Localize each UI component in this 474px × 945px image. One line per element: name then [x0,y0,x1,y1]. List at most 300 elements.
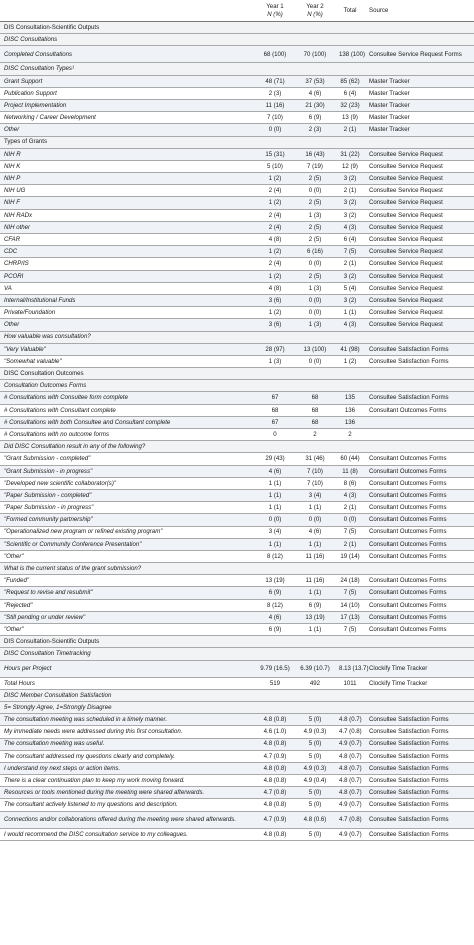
year1-value: 67 [255,416,295,428]
year2-value: 0 (0) [308,309,322,317]
table-row [0,87,474,99]
year2-value: 7 (19) [307,162,323,170]
year2-value: 13 (100) [295,343,335,355]
year2-value: 0 (0) [295,294,335,306]
table-row [0,587,474,599]
table-row [0,489,474,501]
section-row [0,331,474,343]
year2-value: 4.9 (0.3) [303,728,327,736]
row-label: My immediate needs were addressed during this first consultation. [4,728,183,736]
year1-value: 4.7 (0.9) [255,811,295,828]
year1-value: 4.7 (0.8) [255,787,295,799]
table-row [0,294,474,306]
year1-value: 4.8 (0.8) [255,714,295,726]
source-value: Consultee Service Request [365,319,474,331]
total-value: 1011 [343,679,357,687]
total-value: 4.7 (0.8) [339,728,362,736]
table-row [0,246,474,258]
row-label: Other [0,319,255,331]
year1-value: 1 (2) [255,197,295,209]
row-label: NIH other [0,221,255,233]
table-row [0,392,474,404]
year2-value: 2 (5) [295,173,335,185]
year1-value: 67 [255,392,295,404]
section-row [0,22,474,34]
row-label: NIH RADx [4,211,33,219]
total-value: 17 (13) [335,611,365,623]
source-value: Consultant Outcomes Forms [369,601,447,609]
section-row [0,701,474,713]
table-row [0,762,474,774]
row-label: "Request to revise and resubmit" [0,587,255,599]
year2-value: 6 (9) [308,601,322,609]
year2-value: 16 (43) [295,148,335,160]
year2-value: 6.39 (10.7) [295,660,335,677]
section-row [0,636,474,648]
table-row [0,160,474,172]
table-row [0,185,474,197]
year2-value: 1 (1) [295,538,335,550]
row-label: "Formed community partnership" [0,514,255,526]
section-label: What is the current status of the grant submission? [0,563,474,575]
row-label: # Consultations with no outcome forms [4,430,109,438]
total-value: 4.8 (0.7) [335,787,365,799]
total-value: 4.8 (0.7) [335,714,365,726]
year1-value: 4.8 (0.8) [263,777,287,784]
year1-value: 4.8 (0.8) [263,830,287,838]
total-value: 3 (2) [343,211,357,219]
year1-value: 1 (1) [255,538,295,550]
table-row [0,477,474,489]
year2-value: 5 (0) [295,738,335,750]
source-value: Consultant Outcomes Forms [369,455,447,463]
source-value: Consultant Outcomes Forms [369,479,447,487]
year1-value: 1 (2) [268,309,282,317]
year2-value: 2 (3) [295,124,335,136]
row-label: "Scientific or Community Conference Presentation" [0,538,255,550]
year2-value: 0 (0) [308,260,322,268]
source-value: Consultee Service Request [365,197,474,209]
total-value: 135 [335,392,365,404]
year1-value: 0 (0) [255,124,295,136]
section-label: Types of Grants [0,136,474,148]
row-label: NIH P [0,173,255,185]
year2-value: 7 (10) [307,479,323,487]
year2-value: 0 (0) [308,357,322,365]
row-label: # Consultations with both Consultee and Consultant complete [0,416,255,428]
year1-value: 3 (4) [268,528,282,536]
source-value [365,416,474,428]
year2-value: 68 [295,392,335,404]
source-value: Consultee Service Request [369,162,443,170]
source-value: Consultee Service Request [369,309,443,317]
row-label: Networking / Career Development [4,114,96,122]
year2-value: 2 (5) [295,221,335,233]
table-row [0,550,474,562]
total-value: 4.7 (0.8) [335,811,365,828]
table-row [0,319,474,331]
year1-value: 4.7 (0.9) [263,752,287,760]
total-value: 2 (1) [343,187,357,195]
table-row [0,148,474,160]
total-value: 4.8 (0.7) [339,777,362,784]
row-label: "Grant Submission - in progress" [0,465,255,477]
source-value: Consultee Satisfaction Forms [365,811,474,828]
total-value: 8 (6) [343,479,357,487]
source-value: Consultee Service Request [369,211,443,219]
total-value: 7 (5) [335,587,365,599]
source-value: Consultant Outcomes Forms [365,587,474,599]
source-value: Master Tracker [365,99,474,111]
source-value [365,429,474,441]
table-row [0,660,474,677]
row-label: "Somewhat valuable" [4,357,62,365]
year2-value: 5 (0) [295,714,335,726]
total-value: 14 (10) [340,601,360,609]
year2-value: 2 (5) [308,235,322,243]
source-value: Consultee Satisfaction Forms [369,830,449,838]
year2-value: 1 (1) [308,504,322,512]
row-label: Project Implementation [0,99,255,111]
year2-value: 1 (3) [308,284,322,292]
source-value: Consultee Satisfaction Forms [365,392,474,404]
year1-value: 1 (2) [255,246,295,258]
table-row [0,429,474,441]
table-row [0,453,474,465]
row-label: "Very Valuable" [0,343,255,355]
year1-value: 0 [273,430,277,438]
year2-value: 4.9 (0.4) [303,777,327,784]
total-value: 3 (2) [335,294,365,306]
row-label: "Other" [4,625,24,633]
source-value: Consultee Service Request [369,260,443,268]
row-label: "Operationalized new program or refined existing program" [4,528,163,536]
header-total: Total [335,0,365,22]
source-value: Consultee Service Request [365,294,474,306]
row-label: Resources or tools mentioned during the meeting were shared afterwards. [0,787,255,799]
row-label: Completed Consultations [0,46,255,63]
section-label: 5= Strongly Agree, 1=Strongly Disagree [0,701,474,713]
source-value: Consultee Service Request [365,173,474,185]
table-row [0,99,474,111]
year2-value: 31 (46) [305,455,325,463]
section-row [0,368,474,380]
year1-value: 1 (1) [268,504,282,512]
year1-value: 3 (6) [255,319,295,331]
source-value: Consultee Service Request [365,270,474,282]
source-value: Consultee Service Request [369,284,443,292]
total-value: 0 (0) [335,514,365,526]
table-row [0,787,474,799]
row-label: Other [0,124,255,136]
total-value: 4.9 (0.7) [335,738,365,750]
header-year2-sub: N (%) [307,10,323,18]
table-row [0,270,474,282]
total-value: 4 (3) [335,489,365,501]
year1-value: 4 (8) [268,284,282,292]
source-value: Clockify Time Tracker [369,679,428,687]
total-value: 32 (23) [335,99,365,111]
total-value: 3 (2) [335,270,365,282]
header-year1-sub: N (%) [267,10,283,18]
row-label: PCORI [0,270,255,282]
row-label: "Grant Submission - completed" [4,455,91,463]
header-row [0,0,474,22]
source-value: Consultee Satisfaction Forms [369,728,449,736]
source-value: Consultant Outcomes Forms [365,538,474,550]
row-label: The consultation meeting was scheduled in a timely manner. [0,714,255,726]
total-value: 2 (1) [343,260,357,268]
year1-value: 1 (3) [268,357,282,365]
row-label: "Developed new scientific collaborator(s)" [4,479,117,487]
source-value: Consultee Satisfaction Forms [369,801,449,809]
section-label: Consultation Outcomes Forms [0,380,474,392]
source-value: Consultant Outcomes Forms [369,406,447,414]
row-label: Internal/Institutional Funds [0,294,255,306]
year1-value: 4.6 (1.0) [263,728,287,736]
section-label: How valuable was consultation? [0,331,474,343]
year2-value: 5 (0) [308,830,322,838]
source-value: Consultee Satisfaction Forms [365,787,474,799]
year2-value: 1 (3) [308,211,322,219]
row-label: Hours per Project [0,660,255,677]
source-value: Consultee Service Request [365,246,474,258]
total-value: 19 (14) [340,552,360,560]
section-label: DISC Consultation Types¹ [0,63,474,75]
year2-value: 5 (0) [308,752,322,760]
table-row [0,799,474,811]
source-value: Consultee Satisfaction Forms [369,752,449,760]
total-value: 6 (4) [343,235,357,243]
source-value: Clockify Time Tracker [365,660,474,677]
year2-value: 6 (9) [308,114,322,122]
source-value: Consultee Satisfaction Forms [369,777,449,784]
row-label: "Funded" [4,577,29,585]
row-label: Total Hours [4,679,35,687]
total-value: 13 (9) [342,114,358,122]
table-row [0,538,474,550]
table-row [0,404,474,416]
table-row [0,502,474,514]
year1-value: 4 (6) [255,465,295,477]
year1-value: 13 (19) [265,577,285,585]
year1-value: 28 (97) [255,343,295,355]
year1-value: 48 (71) [255,75,295,87]
header-year2-title: Year 2 [306,3,324,11]
year2-value: 2 (5) [295,197,335,209]
section-label: DISC Consultation Timetracking [0,648,474,660]
total-value: 2 (1) [343,504,357,512]
year2-value: 11 (16) [305,577,325,585]
section-label: DISC Consultations [0,34,474,46]
header-year1-title: Year 1 [266,3,284,11]
year1-value: 0 (0) [255,514,295,526]
year1-value: 4 (6) [255,611,295,623]
total-value: 4 (3) [335,319,365,331]
row-label: NIH R [0,148,255,160]
total-value: 3 (2) [335,173,365,185]
section-row [0,34,474,46]
table-row [0,221,474,233]
source-value: Consultee Service Request [365,148,474,160]
section-label: Did DISC Consultation result in any of the following? [0,441,474,453]
source-value: Master Tracker [365,75,474,87]
table-row [0,355,474,367]
year2-value: 4 (6) [308,89,322,97]
source-value: Consultant Outcomes Forms [369,552,447,560]
row-label: There is a clear continuation plan to keep my work moving forward. [4,777,185,784]
year1-value: 1 (2) [255,173,295,185]
year2-value: 0 (0) [308,187,322,195]
row-label: NIH F [0,197,255,209]
year1-value: 2 (4) [255,221,295,233]
source-value: Consultee Satisfaction Forms [365,762,474,774]
table-row [0,611,474,623]
total-value: 1 (2) [343,357,357,365]
total-value: 2 (1) [335,124,365,136]
table-row [0,677,474,689]
section-row [0,648,474,660]
table-row [0,282,474,294]
total-value: 60 (44) [340,455,360,463]
year1-value: 9.79 (16.5) [255,660,295,677]
year1-value: 1 (1) [255,489,295,501]
source-value: Consultant Outcomes Forms [369,625,447,633]
source-value: Master Tracker [365,124,474,136]
row-label: CFAR [4,235,21,243]
row-label: Publication Support [4,89,57,97]
total-value: 4.9 (0.7) [339,830,362,838]
total-value: 136 [344,406,356,414]
source-value: Consultee Satisfaction Forms [365,738,474,750]
total-value: 31 (22) [335,148,365,160]
year1-value: 2 (3) [268,89,282,97]
year2-value: 6 (16) [295,246,335,258]
total-value: 7 (5) [335,246,365,258]
year2-value: 21 (30) [295,99,335,111]
table-row [0,124,474,136]
row-label: CHRP/IS [4,260,29,268]
row-label: # Consultations with Consultee form complete [0,392,255,404]
source-value: Consultee Satisfaction Forms [365,343,474,355]
table-row [0,575,474,587]
table-row [0,726,474,738]
header-source: Source [365,0,474,22]
table-row [0,343,474,355]
table-row [0,75,474,87]
row-label: # Consultations with Consultant complete [4,406,116,414]
year2-value: 2 (5) [295,270,335,282]
year2-value: 68 [295,416,335,428]
table-row [0,209,474,221]
source-value: Consultant Outcomes Forms [365,514,474,526]
year1-value: 2 (4) [268,260,282,268]
year2-value: 5 (0) [295,787,335,799]
total-value: 4.8 (0.7) [335,762,365,774]
year1-value: 68 (100) [255,46,295,63]
year2-value: 4 (6) [308,528,322,536]
source-value: Consultant Outcomes Forms [369,528,447,536]
year1-value: 1 (1) [268,479,282,487]
source-value: Consultee Service Request [365,221,474,233]
total-value: 12 (9) [342,162,358,170]
year1-value: 519 [269,679,281,687]
table-row [0,514,474,526]
year2-value: 4.8 (0.6) [295,811,335,828]
total-value: 2 (1) [335,538,365,550]
total-value: 4.9 (0.7) [339,801,362,809]
year2-value: 70 (100) [295,46,335,63]
row-label: NIH K [4,162,21,170]
table-row [0,750,474,762]
total-value: 41 (98) [335,343,365,355]
row-label: CDC [0,246,255,258]
source-value: Consultee Satisfaction Forms [369,357,449,365]
source-value: Master Tracker [369,89,410,97]
header-label [0,0,255,22]
table-row [0,416,474,428]
year1-value: 7 (10) [267,114,283,122]
row-label: "Paper Submission - completed" [0,489,255,501]
table-row [0,234,474,246]
year2-value: 5 (0) [308,801,322,809]
row-label: The consultant actively listened to my questions and description. [4,801,178,809]
total-value: 138 (100) [335,46,365,63]
total-value: 8.13 (13.7) [335,660,365,677]
table-row [0,828,474,840]
total-value: 5 (4) [343,284,357,292]
year1-value: 4.8 (0.8) [263,801,287,809]
table-row [0,624,474,636]
year1-value: 6 (9) [255,587,295,599]
total-value: 6 (4) [343,89,357,97]
source-value: Consultant Outcomes Forms [365,465,474,477]
section-row [0,136,474,148]
total-value: 2 [348,430,352,438]
row-label: Grant Support [0,75,255,87]
year2-value: 1 (1) [308,625,322,633]
year1-value: 8 (12) [267,552,283,560]
source-value: Consultee Service Request [369,235,443,243]
row-label: I would recommend the DISC consultation service to my colleagues. [4,830,188,838]
source-value: Consultant Outcomes Forms [369,504,447,512]
table-row [0,258,474,270]
source-value: Consultee Satisfaction Forms [365,714,474,726]
row-label: NIH UG [4,187,26,195]
row-label: The consultation meeting was useful. [0,738,255,750]
source-value: Consultant Outcomes Forms [369,577,447,585]
source-value: Consultee Service Request [369,187,443,195]
section-row [0,563,474,575]
year1-value: 2 (4) [268,211,282,219]
header-year2 [295,0,335,22]
table-row [0,526,474,538]
table-row [0,46,474,63]
source-value: Consultant Outcomes Forms [365,489,474,501]
year2-value: 2 [313,430,317,438]
source-value: Consultant Outcomes Forms [365,611,474,623]
year2-value: 0 (0) [295,514,335,526]
table-row [0,599,474,611]
year2-value: 1 (3) [295,319,335,331]
total-value: 7 (5) [343,625,357,633]
row-label: "Paper Submission - in progress" [4,504,94,512]
year1-value: 68 [271,406,279,414]
section-label: DISC Consultation Outcomes [0,368,474,380]
table-row [0,775,474,787]
year1-value: 4 (8) [268,235,282,243]
year2-value: 4.9 (0.3) [295,762,335,774]
